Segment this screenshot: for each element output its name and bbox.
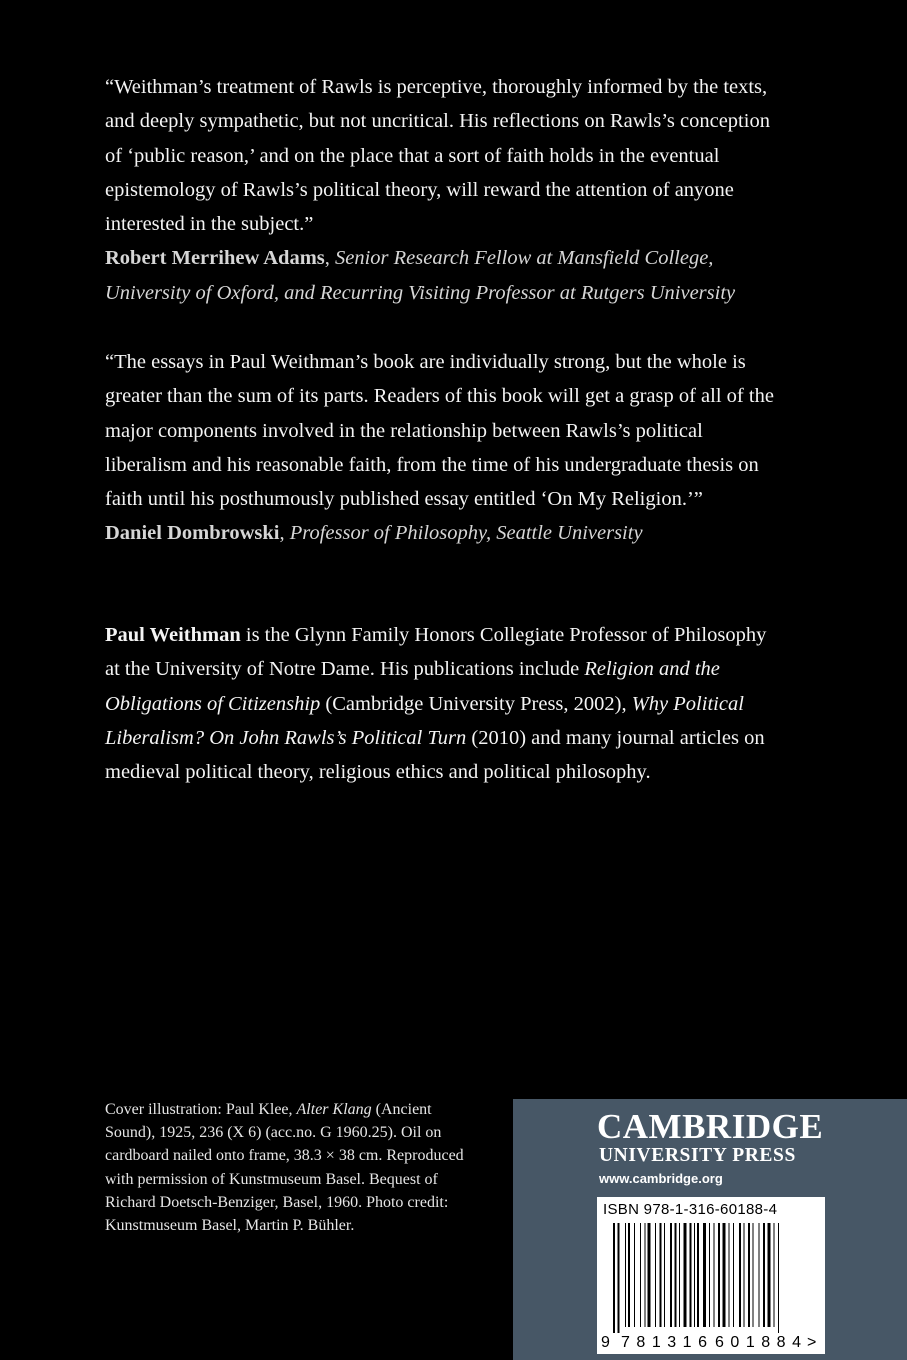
publisher-url: www.cambridge.org (599, 1171, 723, 1186)
credit-artwork-title: Alter Klang (296, 1101, 372, 1118)
barcode-bar (778, 1223, 779, 1333)
review-1-attribution (105, 241, 785, 310)
barcode-bar (679, 1223, 680, 1327)
credit-text-2: (Ancient Sound), 1925, 236 (X 6) (acc.no. G 1960.25). Oil on cardboard nailed onto frame, 38.3 × 38 cm. Reproduced with permission of Kunstmuseum Basel. Bequest of Richard Doetsch-Benziger, Basel, 1960. Photo credit: Kunstmuseum Basel, Martin P. Bühler. (105, 1101, 464, 1235)
barcode-bar (729, 1223, 730, 1327)
review-1-author-title: Senior Research Fellow at Mansfield College, University of Oxford, and Recurring Visiting Professor at Rutgers University (105, 247, 736, 304)
author-bio (105, 618, 785, 789)
barcode-bar (628, 1223, 630, 1327)
review-2-author-title: Professor of Philosophy, Seattle University (289, 522, 643, 545)
review-1-author: Robert Merrihew Adams (105, 247, 325, 270)
bio-text-2: (Cambridge University Press, 2002), (320, 692, 632, 715)
barcode-bar (640, 1223, 641, 1327)
bio-author-name: Paul Weithman (105, 624, 241, 646)
review-1 (105, 70, 785, 310)
review-1-quote: “Weithman’s treatment of Rawls is perceptive, thoroughly informed by the texts, and deeply sympathetic, but not uncritical. His reflections on Rawls’s conception of ‘public reason,’ and on the place that a sort of faith holds in the eventual epistemology of Rawls’s political theory, will reward the attention of anyone interested in the subject.” (105, 76, 770, 236)
barcode-bars (613, 1223, 779, 1333)
barcode-graphic (597, 1197, 825, 1354)
isbn-label: ISBN 978-1-316-60188-4 (603, 1201, 778, 1218)
barcode-digit-end: > (807, 1334, 817, 1351)
isbn-barcode (597, 1197, 825, 1354)
barcode-bar (618, 1223, 620, 1333)
barcode-bar (634, 1223, 635, 1327)
cover-illustration-credit (105, 1098, 475, 1237)
review-2-author: Daniel Dombrowski (105, 522, 280, 545)
barcode-bar (733, 1223, 734, 1327)
barcode-bar (744, 1223, 745, 1327)
barcode-bar (660, 1223, 662, 1327)
barcode-bar (774, 1223, 775, 1327)
barcode-bar (768, 1223, 771, 1327)
barcode-digits-left: 781316 (621, 1334, 707, 1351)
barcode-bar (763, 1223, 765, 1327)
review-2 (105, 345, 785, 551)
barcode-bar (759, 1223, 760, 1327)
barcode-bar (625, 1223, 626, 1327)
barcode-bar (664, 1223, 665, 1327)
publisher-panel (513, 1099, 907, 1360)
bio-text-1: is the Glynn Family Honors Collegiate Professor of Philosophy at the University of Notre Dame. His publications include (105, 624, 767, 681)
barcode-bar (703, 1223, 706, 1327)
review-2-attribution (105, 516, 785, 550)
barcode-bar (748, 1223, 750, 1327)
barcode-bar (690, 1223, 692, 1327)
barcode-bar (613, 1223, 615, 1333)
bio-book-1: Religion and the Obligations of Citizenship (105, 658, 720, 715)
barcode-bar (709, 1223, 710, 1327)
bio-text-3: (2010) and many journal articles on medieval political theory, religious ethics and political philosophy. (105, 726, 765, 784)
barcode-bar (645, 1223, 646, 1327)
publisher-logo-press: UNIVERSITY PRESS (599, 1145, 796, 1166)
barcode-bar (675, 1223, 677, 1327)
barcode-digit-lead: 9 (601, 1334, 610, 1351)
barcode-bar (684, 1223, 687, 1327)
credit-text-1: Cover illustration: Paul Klee, (105, 1101, 297, 1118)
review-1-separator: , (324, 247, 336, 270)
barcode-bar (648, 1223, 651, 1327)
review-2-separator: , (279, 522, 290, 545)
barcode-bar (714, 1223, 715, 1327)
barcode-bar (670, 1223, 672, 1327)
barcode-bar (723, 1223, 726, 1327)
review-2-quote: “The essays in Paul Weithman’s book are individually strong, but the whole is greater than the sum of its parts. Readers of this book will get a grasp of all of the major components involved in the relationship between Rawls’s political liberalism and his reasonable faith, from the time of his undergraduate thesis on faith until his posthumously published essay entitled ‘On My Religion.’” (105, 351, 774, 511)
barcode-bar (739, 1223, 741, 1327)
barcode-bar (753, 1223, 754, 1327)
publisher-logo-name: CAMBRIDGE (597, 1107, 824, 1146)
barcode-bar (718, 1223, 720, 1327)
bio-book-2: Why Political Liberalism? On John Rawls’s Political Turn (105, 692, 744, 749)
barcode-digits-right: 601884 (715, 1334, 801, 1351)
barcode-bar (655, 1223, 656, 1327)
barcode-bar (694, 1223, 695, 1327)
barcode-bar (697, 1223, 699, 1327)
